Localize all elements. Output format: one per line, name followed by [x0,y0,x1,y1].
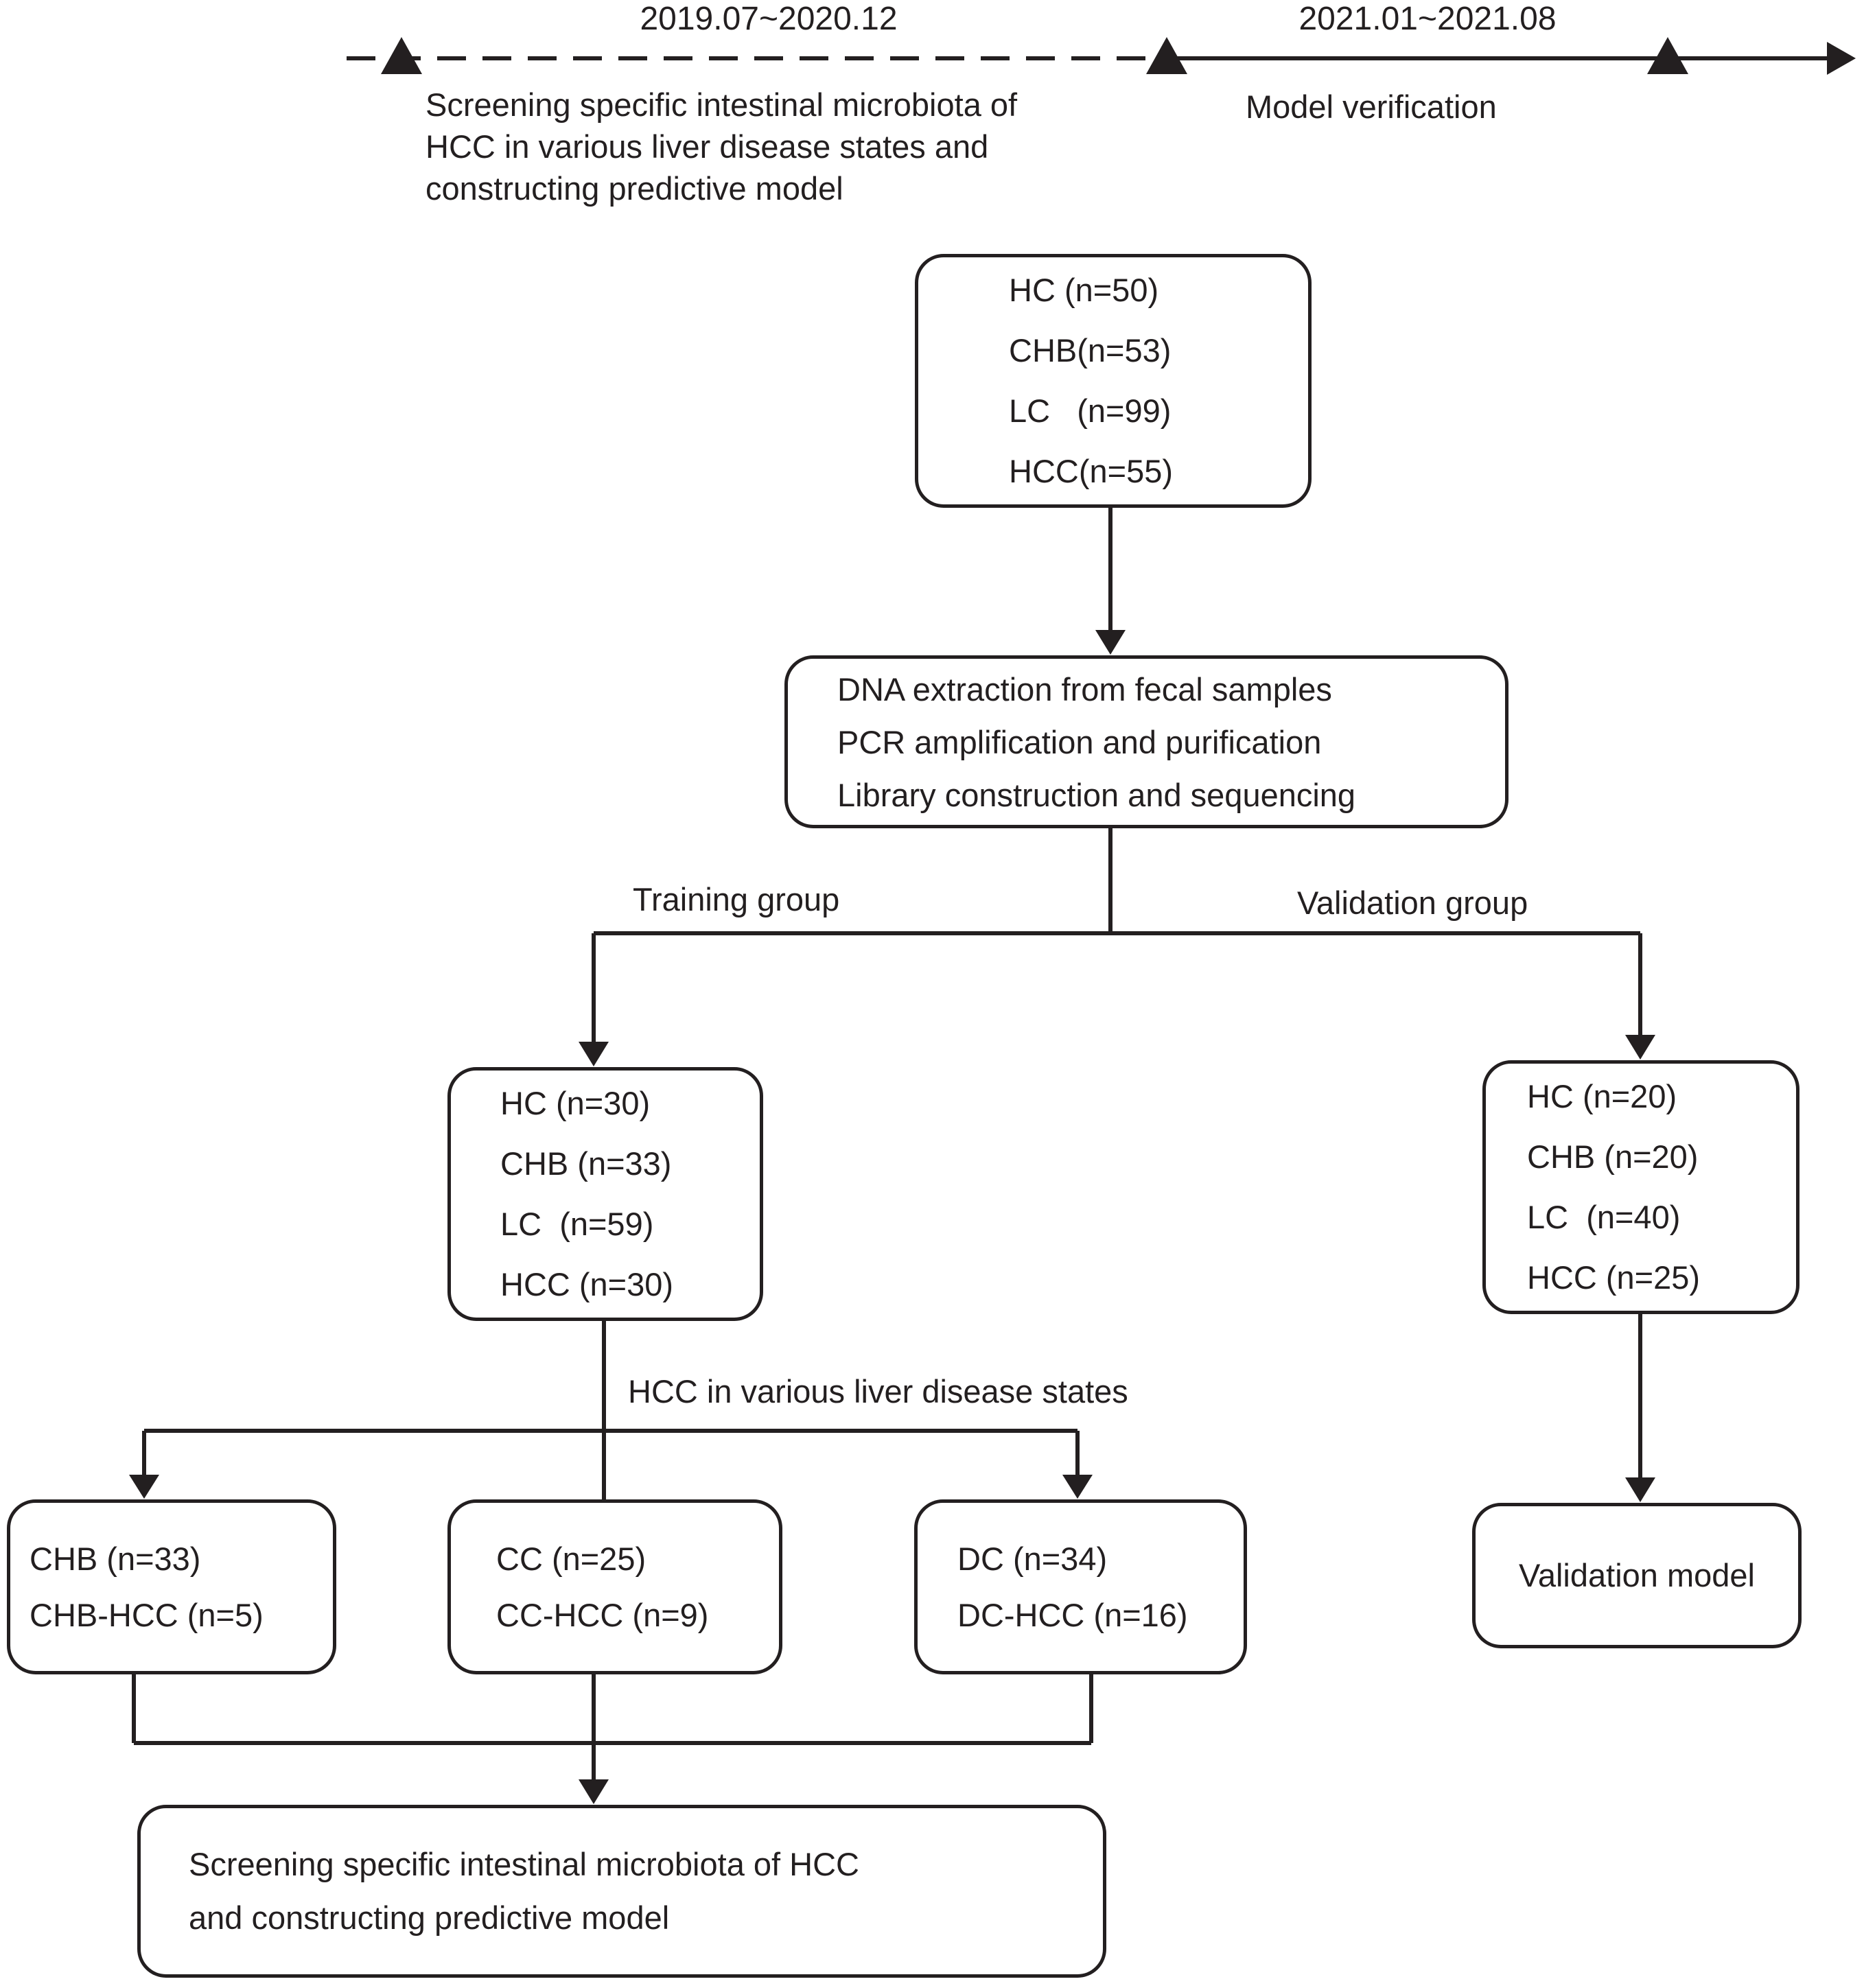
validation-line-chb: CHB (n=20) [1527,1138,1699,1175]
chb-box [7,1499,336,1674]
dc-line-2: DC-HCC (n=16) [957,1596,1188,1633]
arrowhead-down-icon [1625,1035,1655,1060]
arrowhead-down-icon [129,1475,159,1499]
cohort-line-chb: CHB(n=53) [1009,332,1172,369]
arrowhead-down-icon [1062,1475,1093,1499]
training-line-hc: HC (n=30) [500,1085,651,1121]
connector-merge-to-screening [134,1674,1091,1793]
screening-line-1: Screening specific intestinal microbiota of HCC [189,1846,859,1882]
arrowhead-down-icon [579,1779,609,1804]
connector-split-disease-states [144,1321,1077,1499]
cc-line-1: CC (n=25) [496,1540,646,1577]
chb-line-1: CHB (n=33) [30,1540,201,1577]
processing-line-dna: DNA extraction from fecal samples [837,670,1332,708]
cohort-box [915,254,1312,508]
arrowhead-down-icon [1095,630,1126,655]
cohort-line-lc: LC (n=99) [1009,393,1172,429]
timeline-marker-icon [1146,37,1187,74]
timeline-period-1-label: 2019.07~2020.12 [640,1,898,37]
screening-line-2: and constructing predictive model [189,1899,670,1936]
timeline-period-2-label: 2021.01~2021.08 [1298,1,1557,37]
timeline-period-1-caption [426,84,1017,209]
processing-line-pcr: PCR amplification and purification [837,723,1322,760]
validation-group-box [1482,1060,1799,1314]
cc-box [447,1499,782,1674]
validation-line-hc: HC (n=20) [1527,1078,1677,1114]
connector-split-training-validation [594,828,1640,1055]
timeline-marker-icon [381,37,422,74]
arrowhead-down-icon [1625,1477,1655,1502]
cohort-line-hc: HC (n=50) [1009,272,1159,308]
training-group-box [447,1067,763,1321]
timeline-period-2-caption: Model verification [1246,89,1497,125]
training-line-lc: LC (n=59) [500,1206,654,1242]
timeline-arrow-right-icon [1827,42,1856,75]
caption-line: constructing predictive model [426,170,843,207]
validation-model-label: Validation model [1518,1557,1755,1593]
chb-line-2: CHB-HCC (n=5) [30,1596,264,1633]
training-group-label: Training group [633,881,840,917]
dc-box [914,1499,1247,1674]
validation-model-box [1472,1503,1802,1648]
processing-line-library: Library construction and sequencing [837,776,1356,813]
cc-line-2: CC-HCC (n=9) [496,1596,709,1633]
training-line-chb: CHB (n=33) [500,1145,672,1182]
screening-result-box [137,1805,1106,1978]
validation-group-label: Validation group [1297,885,1528,921]
validation-line-hcc: HCC (n=25) [1527,1259,1701,1296]
dc-line-1: DC (n=34) [957,1540,1108,1577]
cohort-line-hcc: HCC(n=55) [1009,453,1173,489]
timeline-marker-icon [1647,37,1688,74]
caption-line: Screening specific intestinal microbiota of [426,86,1018,123]
hcc-states-label: HCC in various liver disease states [628,1373,1128,1410]
arrowhead-down-icon [579,1042,609,1066]
processing-box [784,655,1508,828]
training-line-hcc: HCC (n=30) [500,1266,674,1302]
validation-line-lc: LC (n=40) [1527,1199,1681,1235]
caption-line: HCC in various liver disease states and [426,128,989,165]
